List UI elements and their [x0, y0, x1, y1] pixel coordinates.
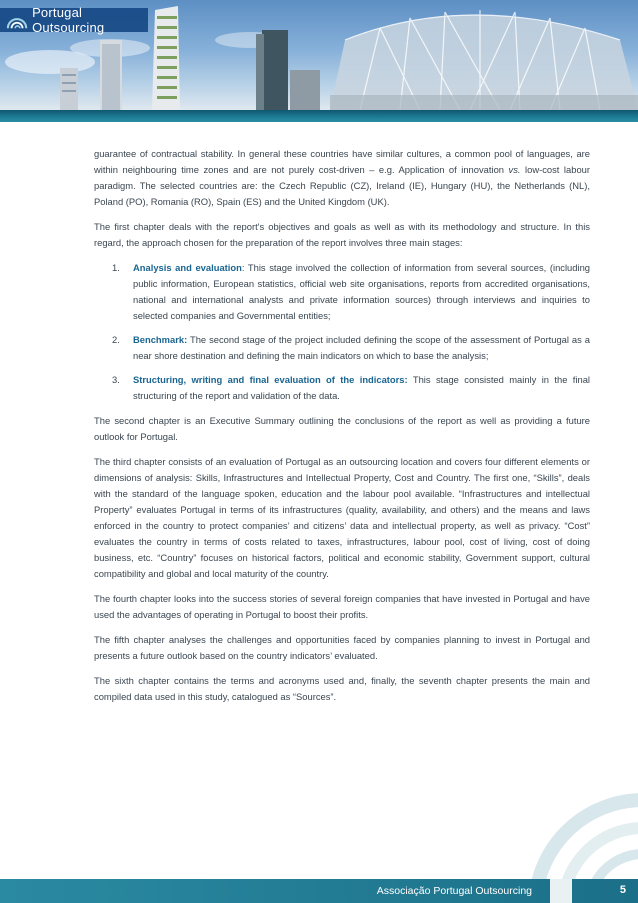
stages-list — [94, 260, 590, 404]
stage-text: The second stage of the project included defining the scope of the assessment of Portugal as a near shore destination and defining the main indicators on which to base the analysis; — [133, 334, 590, 361]
paragraph: The fourth chapter looks into the success stories of several foreign companies that have invested in Portugal and have used the advantages of operating in Portugal to boost their profits. — [94, 593, 590, 620]
logo-text: Portugal Outsourcing — [32, 5, 105, 35]
document-body — [94, 146, 590, 714]
list-item — [94, 372, 590, 404]
list-number: 2. — [112, 334, 120, 345]
footer-organization: Associação Portugal Outsourcing — [376, 885, 532, 897]
header-divider — [0, 110, 638, 122]
paragraph-text: low-cost labour paradigm. The selected countries are: the Czech Republic (CZ), Ireland (IE), Hungary (HU), the Netherlands (NL), Poland (PO), Romania (RO), Spain (ES) and the United Kingdom (UK). — [94, 164, 590, 207]
list-number: 1. — [112, 262, 120, 273]
paragraph: The first chapter deals with the report's objectives and goals as well as with its methodology and structure. In this regard, the approach chosen for the preparation of the report involves three main stages: — [94, 221, 590, 248]
paragraph — [94, 146, 590, 210]
paragraph: The second chapter is an Executive Summary outlining the conclusions of the report as well as providing a future outlook for Portugal. — [94, 415, 590, 442]
stage-title: Analysis and evaluation — [133, 262, 242, 273]
list-number: 3. — [112, 374, 120, 385]
paragraph: The fifth chapter analyses the challenges and opportunities faced by companies planning to invest in Portugal and presents a future outlook based on the country indicators’ evaluated. — [94, 634, 590, 661]
stage-text: This stage consisted mainly in the final structuring of the report and validation of the data. — [133, 374, 590, 401]
logo — [0, 5, 148, 35]
paragraph: The sixth chapter contains the terms and acronyms used and, finally, the seventh chapter presents the main and compiled data used in this study, catalogued as “Sources”. — [94, 675, 590, 702]
page-number: 5 — [619, 884, 626, 896]
list-item — [94, 260, 590, 324]
stage-title: Structuring, writing and final evaluation of the indicators: — [133, 374, 408, 385]
stage-title: Benchmark: — [133, 334, 188, 345]
logo-swirl-icon — [6, 9, 28, 31]
italic-abbreviation: vs. — [508, 164, 521, 175]
footer-separator — [550, 879, 572, 903]
header-banner — [0, 0, 638, 110]
paragraph-text: guarantee of contractual stability. In general these countries have similar cultures, a common pool of languages, are within neighbouring time zones and are not purely cost-driven – e.g. Application of innovation — [94, 148, 590, 175]
stage-text: : This stage involved the collection of information from several sources, (including public information, European statistics, official web site organisations, reports from accredited organisations, national and international analysts and private information sources) through interviews and inquiries to selected companies and Governmental entities; — [133, 262, 590, 321]
list-item — [94, 332, 590, 364]
paragraph: The third chapter consists of an evaluation of Portugal as an outsourcing location and covers four different elements or dimensions of analysis: Skills, Infrastructures and Intellectual Property, Cost and Country. The first one, “Skills”, deals with the standard of the language spoken, education and the labour pool available. “Infrastructures and intellectual Property” evaluates Portugal in terms of its infrastructures (quality, availability, and others) and the means and laws enforced in the country to protect companies’ and citizens’ data and intellectual property, as well as privacy. “Cost” evaluates the country in terms of costs related to taxes, infrastructures, labour pool, cost of living, cost of doing business, etc. “Country” focuses on historical factors, political and economic stability, Government support, cultural compatibility and global and local maturity of the country. — [94, 456, 590, 579]
footer-bar — [0, 879, 638, 903]
